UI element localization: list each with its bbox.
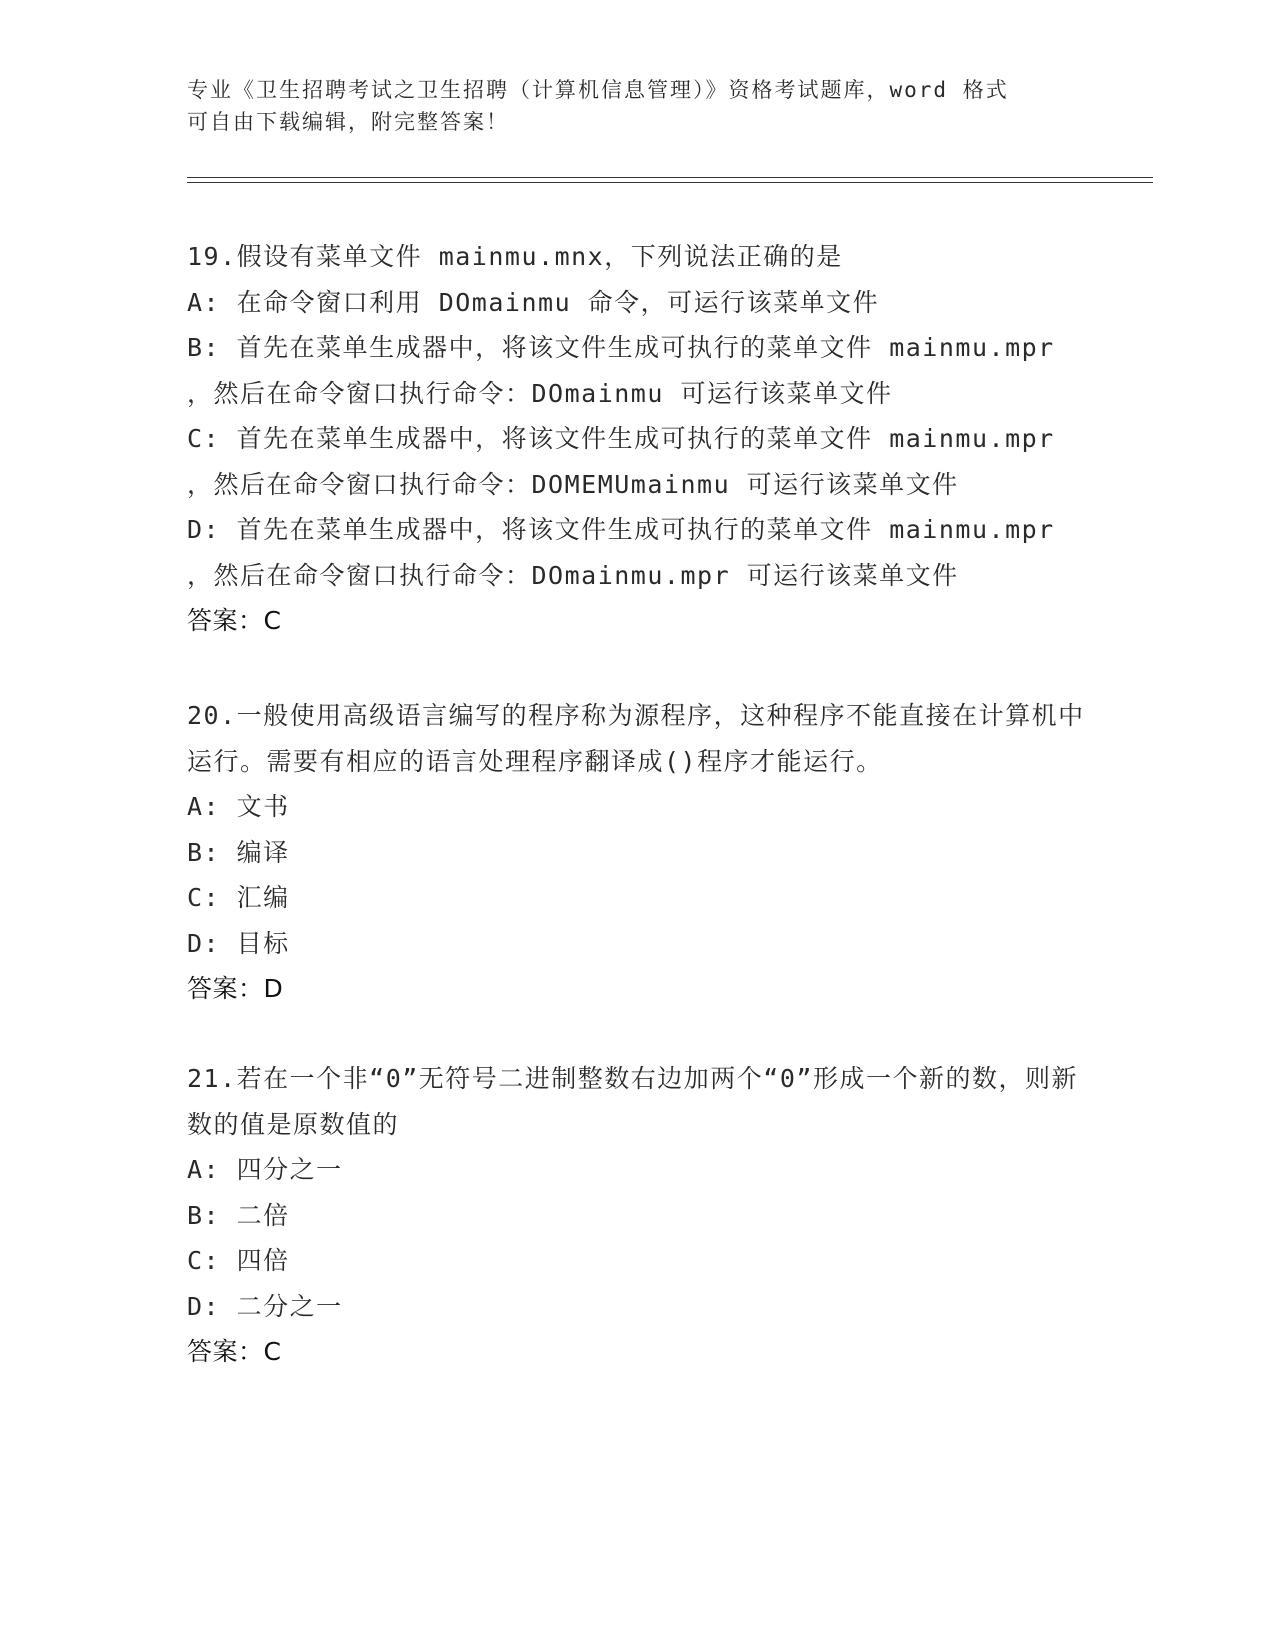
question-21 (187, 1056, 1087, 1375)
header-divider-bottom (187, 182, 1153, 183)
document-header (187, 74, 1087, 138)
option-c: C: 首先在菜单生成器中，将该文件生成可执行的菜单文件 mainmu.mpr (187, 424, 1055, 453)
option-a: A: 在命令窗口利用 DOmainmu 命令，可运行该菜单文件 (187, 287, 880, 317)
question-stem: 20.一般使用高级语言编写的程序称为源程序，这种程序不能直接在计算机中运行。需要有相应的语言处理程序翻译成()程序才能运行。 (187, 701, 1085, 776)
option-d: D: 二分之一 (187, 1291, 343, 1321)
option-c: C: 四倍 (187, 1246, 290, 1275)
question-stem: 19.假设有菜单文件 mainmu.mnx，下列说法正确的是 (187, 242, 843, 271)
answer: 答案：C (187, 1337, 282, 1366)
option-b: B: 编译 (187, 837, 290, 867)
option-a: A: 四分之一 (187, 1155, 343, 1184)
option-c: C: 汇编 (187, 883, 290, 912)
answer: 答案：C (187, 606, 282, 635)
question-19 (187, 234, 1087, 644)
option-d-continued: ，然后在命令窗口执行命令：DOmainmu.mpr 可运行该菜单文件 (187, 560, 959, 590)
option-b-continued: ，然后在命令窗口执行命令：DOmainmu 可运行该菜单文件 (187, 378, 893, 408)
header-line-1: 专业《卫生招聘考试之卫生招聘（计算机信息管理）》资格考试题库，word 格式 (187, 78, 1009, 102)
header-divider-top (187, 177, 1153, 178)
question-stem: 21.若在一个非“0”无符号二进制整数右边加两个“0”形成一个新的数，则新数的值是原数值的 (187, 1064, 1078, 1139)
option-d: D: 目标 (187, 928, 290, 958)
header-line-2: 可自由下载编辑，附完整答案！ (187, 110, 509, 134)
answer: 答案：D (187, 974, 284, 1003)
option-c-continued: ，然后在命令窗口执行命令：DOMEMUmainmu 可运行该菜单文件 (187, 469, 959, 499)
option-d: D: 首先在菜单生成器中，将该文件生成可执行的菜单文件 mainmu.mpr (187, 515, 1055, 544)
option-b: B: 二倍 (187, 1200, 290, 1230)
option-b: B: 首先在菜单生成器中，将该文件生成可执行的菜单文件 mainmu.mpr (187, 333, 1055, 362)
question-20 (187, 693, 1087, 1012)
option-a: A: 文书 (187, 792, 290, 821)
